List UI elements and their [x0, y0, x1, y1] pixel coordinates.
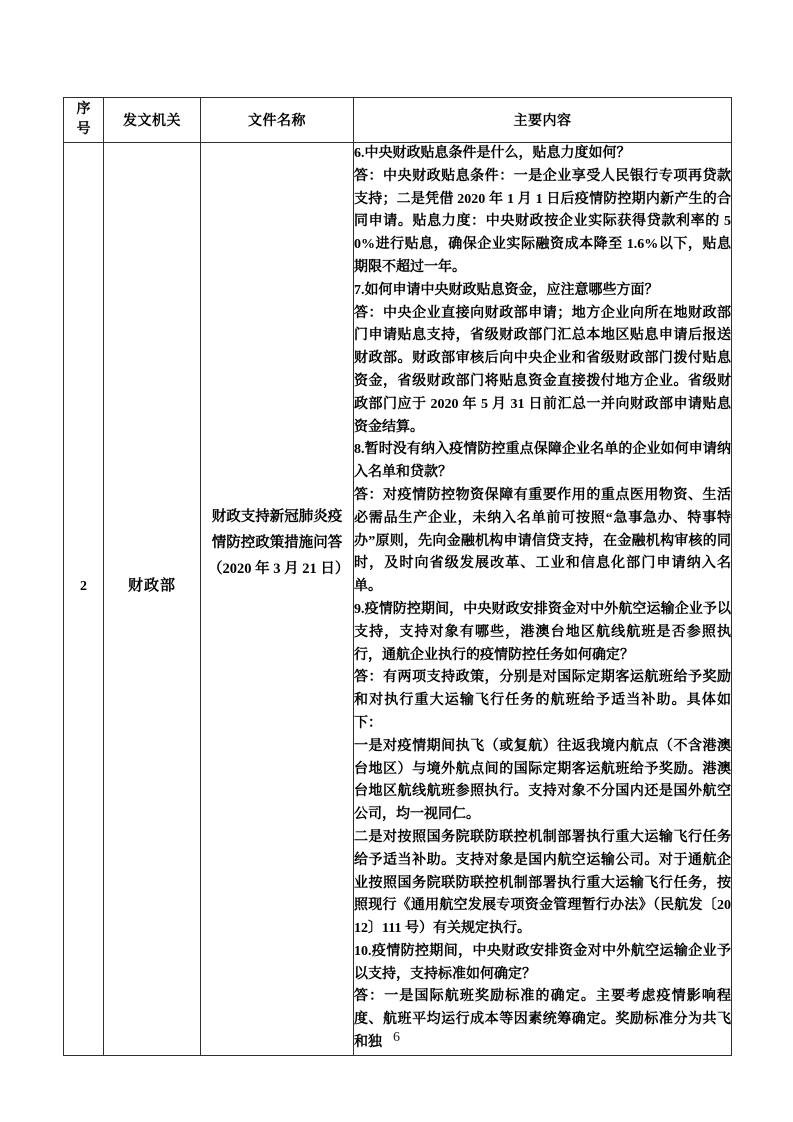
agency-value: 财政部: [127, 578, 176, 595]
content-paragraphs: [354, 143, 731, 1055]
policy-table: [63, 97, 732, 1056]
content-paragraph: 答：有两项支持政策，分别是对国际定期客运航班给予奖励和对执行重大运输飞行任务的航班给予适当补助。具体如下：: [354, 670, 731, 731]
content-paragraph: 6.中央财政贴息条件是什么，贴息力度如何？: [354, 146, 631, 161]
page-number: 6: [393, 1030, 400, 1045]
header-seq: [64, 98, 104, 143]
content-paragraph: 答：中央财政贴息条件：一是企业享受人民银行专项再贷款支持；二是凭借 2020 年 1 月 1 日后疫情防控期内新产生的合同申请。贴息力度：中央财政按企业实际获得贷款利率的 50%进行贴息，确保企业实际融资成本降至 1.6%以下，贴息期限不超过一年。: [354, 168, 731, 275]
cell-agency: [104, 143, 201, 1056]
content-paragraph: 7.如何申请中央财政贴息资金，应注意哪些方面？: [354, 282, 659, 298]
content-paragraph: 10.疫情防控期间，中央财政安排资金对中外航空运输企业予以支持，支持标准如何确定？: [354, 943, 731, 982]
cell-main-content: [354, 143, 732, 1056]
header-docname: 文件名称: [201, 98, 354, 143]
cell-docname: [201, 143, 354, 1056]
table-row: [64, 143, 732, 1056]
seq-value: 2: [80, 578, 87, 594]
content-paragraph: 9.疫情防控期间，中央财政安排资金对中外航空运输企业予以支持，支持对象有哪些，港澳台地区航线航班是否参照执行，通航企业执行的疫情防控任务如何确定？: [354, 601, 731, 663]
cell-seq: [64, 143, 104, 1056]
docname-value: 财政支持新冠肺炎疫情防控政策措施问答（2020 年 3 月 21 日）: [208, 508, 350, 577]
header-agency: 发文机关: [104, 98, 201, 143]
content-paragraph: 一是对疫情期间执飞（或复航）往返我境内航点（不含港澳台地区）与境外航点间的国际定期客运航班给予奖励。港澳台地区航线航班参照执行。支持对象不分国内还是国外航空公司，均一视同仁。: [354, 738, 731, 823]
header-content: 主要内容: [354, 98, 732, 143]
content-paragraph: 答：中央企业直接向财政部申请；地方企业向所在地财政部门申请贴息支持，省级财政部门汇总本地区贴息申请后报送财政部。财政部审核后向中央企业和省级财政部门拨付贴息资金，省级财政部门将贴息资金直接拨付地方企业。省级财政部门应于 2020 年 5 月 31 日前汇总一并向财政部申请贴息资金结算。: [354, 305, 731, 435]
header-seq-label: 序号: [76, 101, 91, 137]
table-header-row: [64, 98, 732, 143]
content-paragraph: 8.暂时没有纳入疫情防控重点保障企业名单的企业如何申请纳入名单和贷款？: [354, 442, 731, 481]
content-paragraph: 答：一是国际航班奖励标准的确定。主要考虑疫情影响程度、航班平均运行成本等因素统筹确定。奖励标准分为共飞和独: [354, 989, 731, 1051]
content-paragraph: 答：对疫情防控物资保障有重要作用的重点医用物资、生活必需品生产企业，未纳入名单前可按照“急事急办、特事特办”原则，先向金融机构申请信贷支持，在金融机构审核的同时，及时向省级发展改革、工业和信息化部门申请纳入名单。: [354, 487, 731, 595]
content-paragraph: 二是对按照国务院联防联控机制部署执行重大运输飞行任务给予适当补助。支持对象是国内航空运输公司。对于通航企业按照国务院联防联控机制部署执行重大运输飞行任务，按照现行《通用航空发展专项资金管理暂行办法》（民航发〔2012〕111 号）有关规定执行。: [354, 829, 731, 937]
